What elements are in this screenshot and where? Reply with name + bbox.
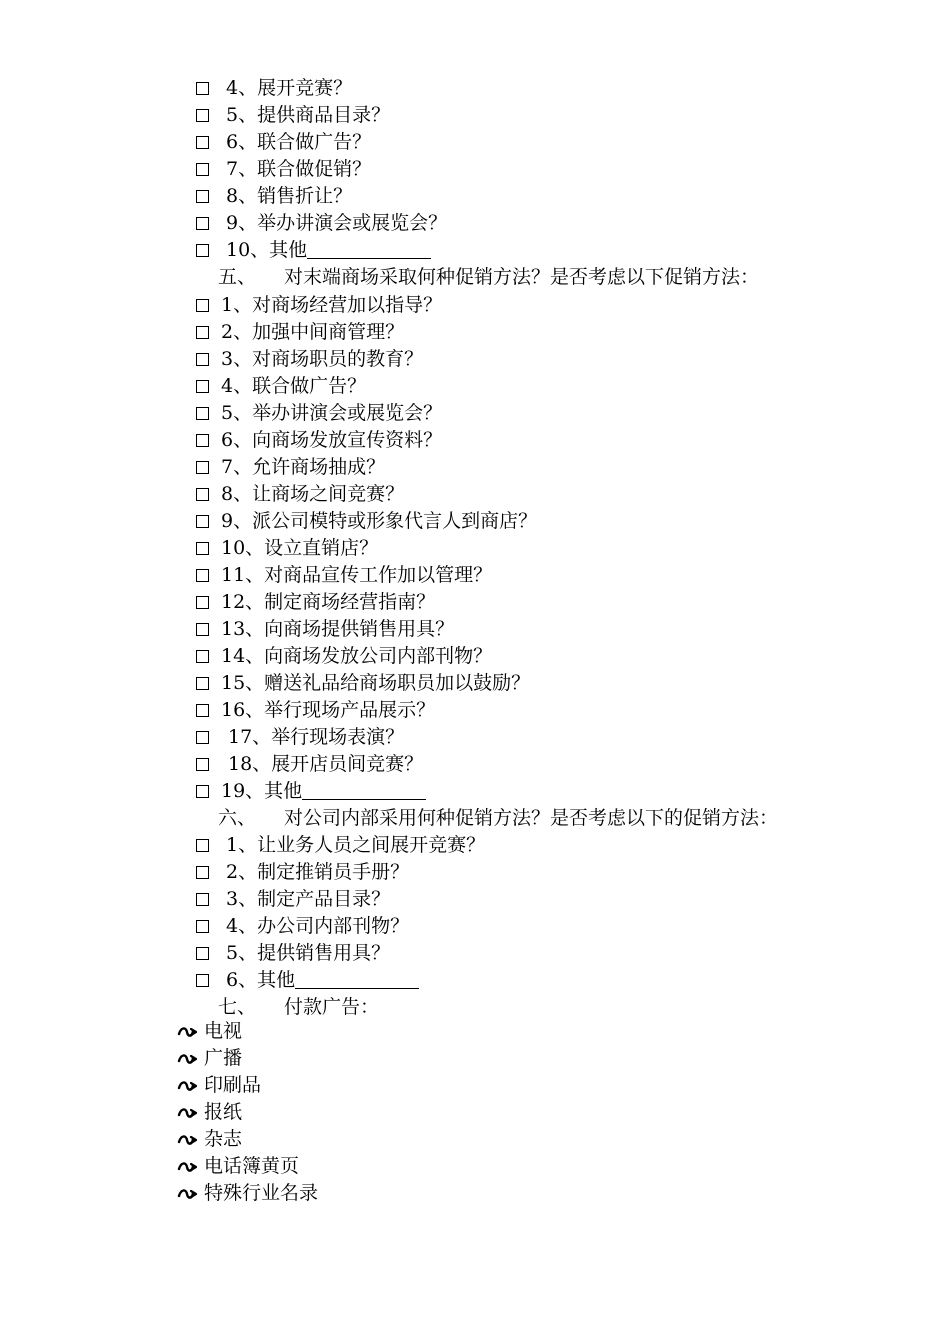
checkbox-item [196, 75, 352, 102]
item-label: 19、其他 [221, 780, 303, 802]
checkbox-icon[interactable] [196, 488, 209, 501]
item-label: 5、提供销售用具？ [226, 942, 391, 964]
item-label: 2、加强中间商管理？ [221, 321, 405, 343]
section-heading [218, 994, 379, 1021]
checkbox-icon[interactable] [196, 109, 209, 122]
checkbox-item [196, 156, 371, 183]
item-label: 印刷品 [204, 1074, 262, 1096]
checkbox-icon[interactable] [196, 299, 209, 312]
checkbox-icon[interactable] [196, 515, 209, 528]
item-label: 14、向商场发放公司内部刊物？ [221, 645, 493, 667]
checkbox-icon[interactable] [196, 920, 209, 933]
checkbox-item [196, 427, 442, 454]
item-label: 1、让业务人员之间展开竞赛？ [226, 834, 486, 856]
item-label: 15、赠送礼品给商场职员加以鼓励？ [221, 672, 531, 694]
checkbox-icon[interactable] [196, 839, 209, 852]
checkbox-icon[interactable] [196, 434, 209, 447]
checkbox-item [196, 778, 426, 805]
checkbox-icon[interactable] [196, 623, 209, 636]
checkbox-item [196, 562, 492, 589]
item-label: 11、对商品宣传工作加以管理？ [221, 564, 493, 586]
section-heading [218, 264, 759, 291]
checkbox-icon[interactable] [196, 190, 209, 203]
item-label: 3、对商场职员的教育？ [221, 348, 424, 370]
checkbox-item [196, 589, 435, 616]
item-label: 8、销售折让？ [226, 185, 353, 207]
checkbox-item [196, 102, 390, 129]
item-label: 电话簿黄页 [204, 1155, 300, 1177]
section-number: 七、 [218, 996, 257, 1018]
item-label: 6、向商场发放宣传资料？ [221, 429, 443, 451]
item-label: 5、举办讲演会或展览会？ [221, 402, 443, 424]
item-label: 1、对商场经营加以指导？ [221, 294, 443, 316]
checkbox-item [196, 481, 404, 508]
bullet-item [177, 1018, 242, 1045]
item-label: 10、设立直销店？ [221, 537, 379, 559]
section-title: 付款广告： [284, 996, 380, 1018]
item-label: 3、制定产品目录？ [226, 888, 391, 910]
checkbox-icon[interactable] [196, 326, 209, 339]
checkbox-icon[interactable] [196, 893, 209, 906]
item-label: 特殊行业名录 [204, 1182, 319, 1204]
item-label: 6、其他 [226, 969, 296, 991]
item-label: 9、派公司模特或形象代言人到商店？ [221, 510, 538, 532]
swirl-bullet-icon [177, 1155, 199, 1182]
checkbox-item [196, 643, 492, 670]
checkbox-icon[interactable] [196, 650, 209, 663]
item-label: 报纸 [204, 1101, 243, 1123]
checkbox-item [196, 751, 423, 778]
blank-line[interactable] [295, 970, 419, 989]
checkbox-item [196, 535, 378, 562]
swirl-bullet-icon [177, 1101, 199, 1128]
checkbox-item [196, 886, 390, 913]
checkbox-item [196, 859, 409, 886]
checkbox-item [196, 183, 352, 210]
item-label: 7、允许商场抽成？ [221, 456, 386, 478]
checkbox-item [196, 292, 442, 319]
bullet-item [177, 1045, 242, 1072]
swirl-bullet-icon [177, 1182, 199, 1209]
swirl-bullet-icon [177, 1047, 199, 1074]
checkbox-icon[interactable] [196, 82, 209, 95]
item-label: 18、展开店员间竞赛？ [228, 753, 424, 775]
bullet-item [177, 1099, 242, 1126]
checkbox-icon[interactable] [196, 704, 209, 717]
checkbox-icon[interactable] [196, 542, 209, 555]
checkbox-item [196, 724, 404, 751]
section-title: 对公司内部采用何种促销方法？是否考虑以下的促销方法： [284, 807, 779, 829]
item-label: 17、举行现场表演？ [228, 726, 405, 748]
item-label: 12、制定商场经营指南？ [221, 591, 436, 613]
item-label: 电视 [204, 1020, 243, 1042]
checkbox-icon[interactable] [196, 136, 209, 149]
checkbox-icon[interactable] [196, 461, 209, 474]
item-label: 13、向商场提供销售用具？ [221, 618, 455, 640]
checkbox-icon[interactable] [196, 974, 209, 987]
section-number: 五、 [218, 266, 257, 288]
bullet-item [177, 1153, 299, 1180]
section-heading [218, 805, 778, 832]
checkbox-icon[interactable] [196, 217, 209, 230]
checkbox-item [196, 319, 404, 346]
checkbox-item [196, 670, 530, 697]
blank-line[interactable] [307, 240, 431, 259]
item-label: 9、举办讲演会或展览会？ [226, 212, 448, 234]
checkbox-item [196, 940, 390, 967]
checkbox-icon[interactable] [196, 244, 209, 257]
checkbox-icon[interactable] [196, 677, 209, 690]
checkbox-item [196, 832, 485, 859]
checkbox-item [196, 210, 447, 237]
item-label: 4、办公司内部刊物？ [226, 915, 410, 937]
checkbox-item [196, 616, 454, 643]
item-label: 5、提供商品目录？ [226, 104, 391, 126]
checkbox-item [196, 373, 366, 400]
checkbox-icon[interactable] [196, 947, 209, 960]
item-label: 6、联合做广告？ [226, 131, 372, 153]
item-label: 杂志 [204, 1128, 243, 1150]
bullet-item [177, 1126, 242, 1153]
checkbox-item [196, 913, 409, 940]
checkbox-item [196, 454, 385, 481]
swirl-bullet-icon [177, 1074, 199, 1101]
bullet-item [177, 1072, 261, 1099]
checkbox-item [196, 346, 423, 373]
item-label: 8、让商场之间竞赛？ [221, 483, 405, 505]
item-label: 7、联合做促销？ [226, 158, 372, 180]
item-label: 4、联合做广告？ [221, 375, 367, 397]
swirl-bullet-icon [177, 1128, 199, 1155]
checkbox-icon[interactable] [196, 785, 209, 798]
checkbox-item [196, 400, 442, 427]
checkbox-icon[interactable] [196, 353, 209, 366]
checkbox-icon[interactable] [196, 380, 209, 393]
checkbox-item [196, 129, 371, 156]
checkbox-icon[interactable] [196, 731, 209, 744]
item-label: 4、展开竞赛？ [226, 77, 353, 99]
item-label: 2、制定推销员手册？ [226, 861, 410, 883]
checkbox-item [196, 237, 431, 264]
swirl-bullet-icon [177, 1020, 199, 1047]
checkbox-icon[interactable] [196, 569, 209, 582]
checkbox-item [196, 967, 419, 994]
item-label: 10、其他 [226, 239, 308, 261]
section-title: 对末端商场采取何种促销方法？是否考虑以下促销方法： [284, 266, 760, 288]
bullet-item [177, 1180, 318, 1207]
blank-line[interactable] [302, 781, 426, 800]
section-number: 六、 [218, 807, 257, 829]
checkbox-icon[interactable] [196, 407, 209, 420]
checkbox-item [196, 697, 435, 724]
checkbox-icon[interactable] [196, 596, 209, 609]
checkbox-icon[interactable] [196, 758, 209, 771]
checkbox-item [196, 508, 537, 535]
checkbox-icon[interactable] [196, 163, 209, 176]
item-label: 广播 [204, 1047, 243, 1069]
item-label: 16、举行现场产品展示？ [221, 699, 436, 721]
checkbox-icon[interactable] [196, 866, 209, 879]
